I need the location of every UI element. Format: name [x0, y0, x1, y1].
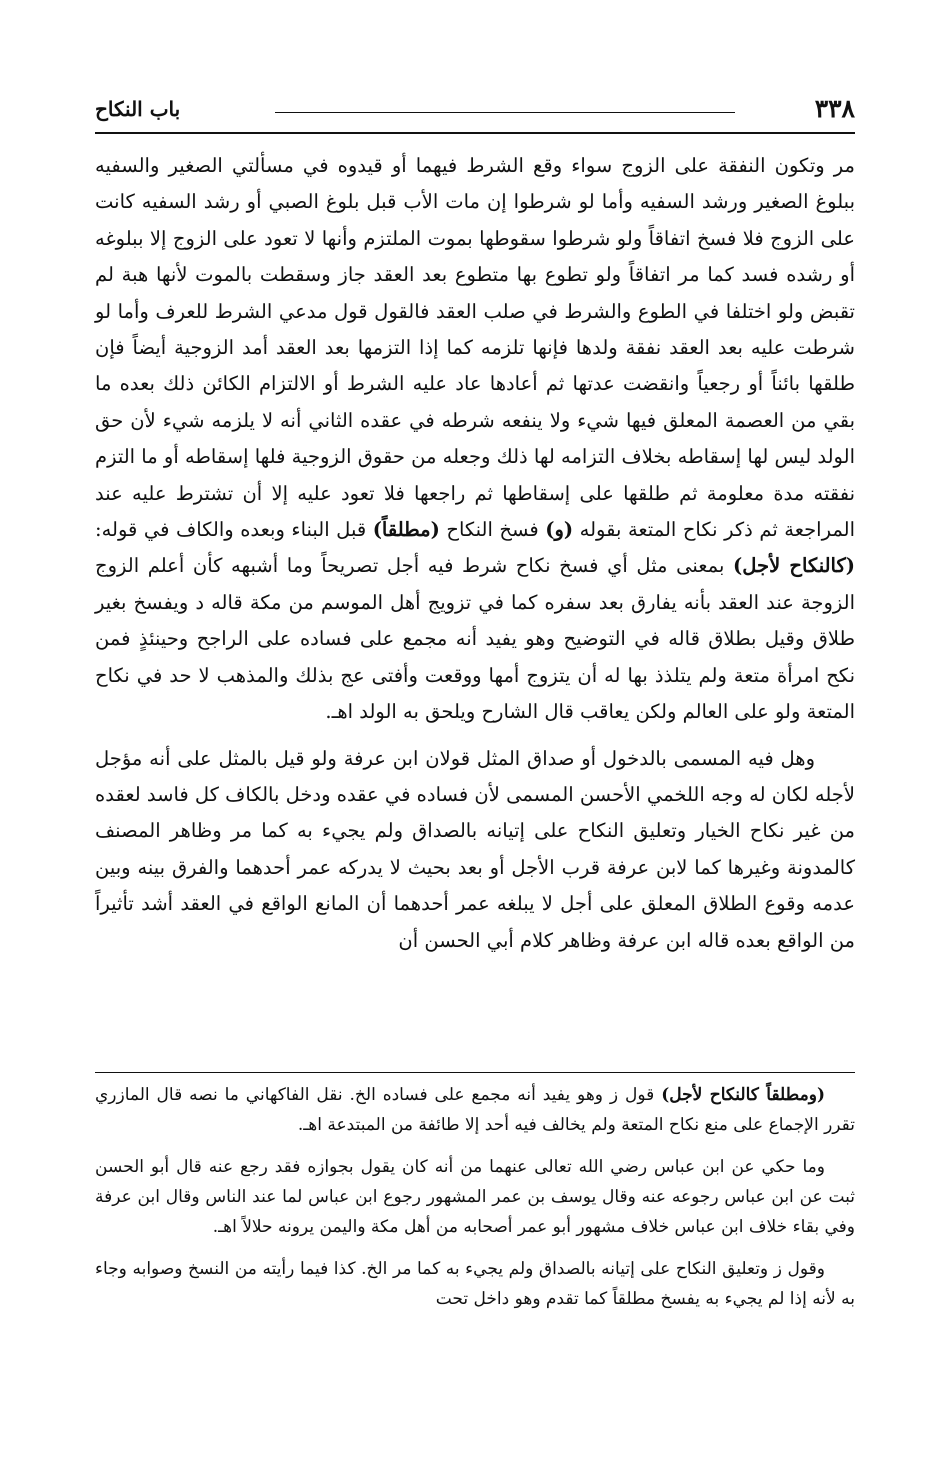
- page-header: [95, 92, 855, 132]
- footnote-1: [95, 1080, 855, 1140]
- bold-mutlaqan: (مطلقاً): [372, 518, 440, 542]
- footnote-2: وما حكي عن ابن عباس رضي الله تعالى عنهما من أنه كان يقول بجوازه فقد رجع عنه قال أبو الحسن ثبت عن ابن عباس رجوعه عنه وقال يوسف بن عمر المشهور رجوع ابن عباس لما عند الناس وقال ابن عرفة وفي بقاء خلاف ابن عباس خلاف مشهور أبو عمر أصحابه من أهل مكة واليمن يرونه حلالاً اهـ.: [95, 1157, 855, 1237]
- footnote-1-heading: (ومطلقاً كالنكاح لأجل): [661, 1085, 825, 1105]
- main-paragraph-1-text: مر وتكون النفقة على الزوج سواء وقع الشرط فيهما أو قيدوه في مسألتي الصغير والسفيه ببلوغ الصغير ورشد السفيه وأما لو شرطوا إن مات الأب قبل بلوغ الصبي أو رشد السفيه كانت على الزوج فلا فسخ اتفاقاً ولو شرطوا سقوطها بموت الملتزم وأنها لا تعود على الزوج إلا ببلوغه أو رشده فسد كما مر اتفاقاً ولو تطوع بها متطوع بعد العقد جاز وسقطت بالموت لأنها هبة لم تقبض ولو اختلفا في الطوع والشرط في صلب العقد فالقول قول مدعي الشرط للعرف وأما لو شرطت عليه بعد العقد نفقة ولدها فإنها تلزمه كما إذا التزمها بعد العقد أمد الزوجية أيضاً فإن طلقها بائناً أو رجعياً وانقضت عدتها ثم أعادها عاد عليه الشرط أو الالتزام الكائن ذلك بعده ما بقي من العصمة المعلق فيها شيء ولا ينفعه شرطه في عقده الثاني أنه لا يلزمه شيء لأن حق الولد ليس لها إسقاطه بخلاف التزامه لها ذلك وجعله من حقوق الزوجية فلها إسقاطه أو ما التزم نفقته مدة معلومة ثم طلقها على إسقاطها ثم راجعها فلا تعود عليه إلا أن تشترط عليه عند المراجعة ثم ذكر نكاح المتعة بقوله: [95, 154, 855, 542]
- main-text: [95, 148, 855, 959]
- chapter-title: باب النكاح: [95, 97, 181, 121]
- main-paragraph-1-text-d: بمعنى مثل أي فسخ نكاح شرط فيه أجل تصريحاً وما أشبهه كأن أعلم الزوج الزوجة عند العقد بأنه يفارق بعد سفره كما في تزويج أهل الموسم من مكة قاله د ويفسخ بغير طلاق وقيل بطلاق قاله في التوضيح وهو يفيد أنه مجمع على فساده على الراجح وحينئذٍ فمن نكح امرأة متعة ولم يتلذذ بها له أن يتزوج أمها ووقعت وأفتى عج بذلك والمذهب لا حد في نكاح المتعة ولو على العالم ولكن يعاقب قال الشارح ويلحق به الولد اهـ.: [95, 554, 856, 724]
- page-number: ٣٣٨: [814, 94, 855, 123]
- footnote-3: وقول ز وتعليق النكاح على إتيانه بالصداق ولم يجيء به كما مر الخ. كذا فيما رأيته من النسخ وصوابه وجاء به لأنه إذا لم يجيء به يفسخ مطلقاً كما تقدم وهو داخل تحت: [95, 1259, 855, 1309]
- footnote-1-text: قول ز وهو يفيد أنه مجمع على فساده الخ. نقل الفاكهاني ما نصه قال المازري تقرر الإجماع على منع نكاح المتعة ولم يخالف فيه أحد إلا طائفة من المبتدعة اهـ.: [95, 1085, 855, 1135]
- main-paragraph-2: وهل فيه المسمى بالدخول أو صداق المثل قولان ابن عرفة ولو قيل بالمثل على أنه مؤجل لأجله لكان له وجه اللخمي الأحسن المسمى لأن فساده في عقده ودخل بالكاف كل فاسد لعقده من غير نكاح الخيار وتعليق النكاح على إتيانه بالصداق ولم يجيء به كما مر وظاهر المصنف كالمدونة وغيرها كما لابن عرفة قرب الأجل أو بعد بحيث لا يدركه عمر أحدهما والفرق بينه وبين عدمه وقوع الطلاق المعلق على أجل لا يبلغه عمر أحدهما أن المانع الواقع في العقد أشد تأثيراً من الواقع بعده قاله ابن عرفة وظاهر كلام أبي الحسن أن: [95, 746, 855, 952]
- bold-kalnikah-liajal: (كالنكاح لأجل): [733, 554, 855, 578]
- main-paragraph-1-text-c: قبل البناء وبعده والكاف في قوله:: [95, 518, 373, 542]
- bold-wa: (و): [545, 518, 574, 542]
- main-paragraph-1: [95, 148, 855, 731]
- main-paragraph-1-text-b: فسخ النكاح: [439, 518, 546, 542]
- header-divider-line: [275, 112, 735, 113]
- header-rule: [95, 132, 855, 134]
- footnotes: [95, 1080, 855, 1326]
- footnote-separator: [95, 1072, 855, 1073]
